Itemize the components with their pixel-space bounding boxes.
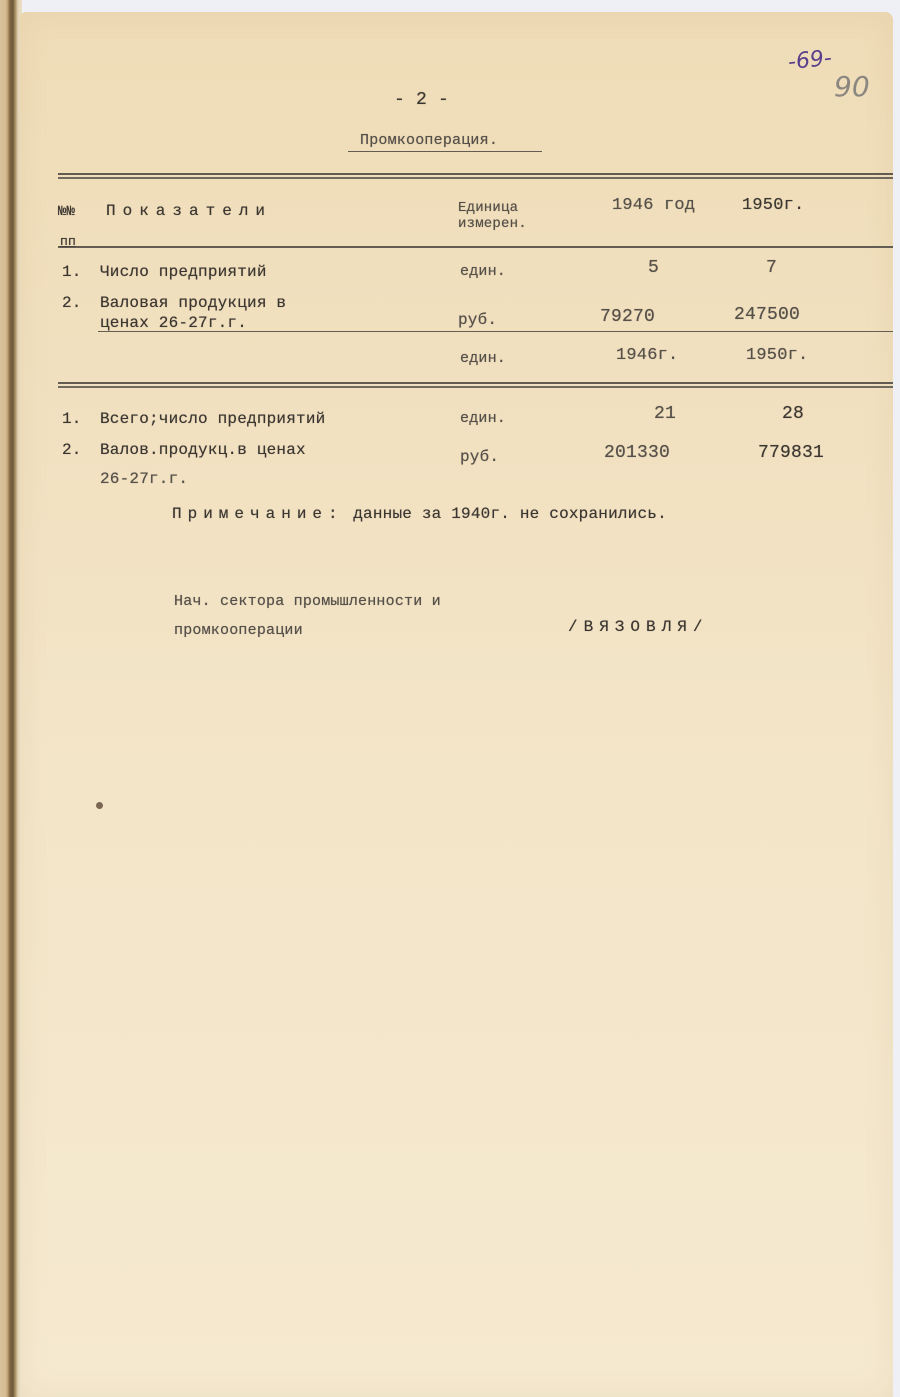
section-title-underline	[348, 151, 542, 152]
old-folio-number: -69-	[786, 45, 834, 76]
note	[172, 505, 667, 523]
table1-row2-num: 2.	[62, 294, 82, 312]
table2-row2-num: 2.	[62, 441, 82, 459]
new-folio-number: 90	[834, 70, 870, 103]
table1-header-num: №№	[58, 204, 76, 220]
table2-row1-label: Всего;число предприятий	[100, 410, 326, 428]
document-page	[20, 12, 893, 1397]
table1-row2-underline	[98, 331, 893, 332]
table2-row2-val1946: 201330	[604, 443, 671, 463]
table1-header-unit-line2: измерен.	[458, 216, 527, 232]
page-number: - 2 -	[394, 90, 450, 110]
table2-row2-unit: руб.	[460, 448, 500, 466]
table1-row1-val1946: 5	[648, 258, 660, 278]
table1-row1-num: 1.	[62, 263, 82, 281]
table1-top-rule	[58, 173, 893, 179]
binding-edge	[0, 0, 22, 1397]
section-title: Промкооперация.	[360, 132, 499, 149]
table1-row2-val1946: 79270	[600, 307, 656, 327]
table2-row1-num: 1.	[62, 410, 82, 428]
table1-row1-unit: един.	[460, 263, 507, 280]
table1-row1-val1950: 7	[766, 258, 778, 278]
table2-row2-label-line1: Валов.продукц.в ценах	[100, 441, 306, 459]
signature-name: /ВЯЗОВЛЯ/	[568, 618, 709, 636]
table2-header-unit: един.	[460, 350, 507, 367]
table2-row2-val1950: 779831	[758, 443, 825, 463]
table1-header-year1: 1946 год	[612, 196, 696, 215]
table2-row1-val1950: 28	[782, 404, 805, 424]
table1-row2-val1950: 247500	[734, 305, 801, 325]
table1-header-year2: 1950г.	[742, 196, 805, 215]
table1-row2-label-line2: ценах 26-27г.г.	[100, 314, 248, 332]
table1-row2-label-line1: Валовая продукция в	[100, 294, 287, 312]
table2-header-year1: 1946г.	[616, 346, 679, 365]
table1-row2-unit: руб.	[458, 311, 498, 329]
note-text: данные за 1940г. не сохранились.	[353, 505, 667, 523]
signature-title-line2: промкооперации	[174, 622, 303, 639]
table2-top-rule	[58, 382, 893, 388]
note-label: Примечание:	[172, 505, 344, 523]
table1-header-unit-line1: Единица	[458, 200, 519, 216]
table1-row1-label: Число предприятий	[100, 263, 267, 281]
table2-header-year2: 1950г.	[746, 346, 809, 365]
table1-header-indicators: Показатели	[106, 202, 273, 220]
table2-row1-unit: един.	[460, 410, 507, 427]
table2-row2-label-line2: 26-27г.г.	[100, 470, 189, 488]
table1-header-rule	[58, 246, 893, 248]
table1-header-num-sub: пп	[60, 234, 77, 249]
paper-spot	[96, 802, 103, 809]
table2-row1-val1946: 21	[654, 404, 677, 424]
signature-title-line1: Нач. сектора промышленности и	[174, 593, 441, 610]
